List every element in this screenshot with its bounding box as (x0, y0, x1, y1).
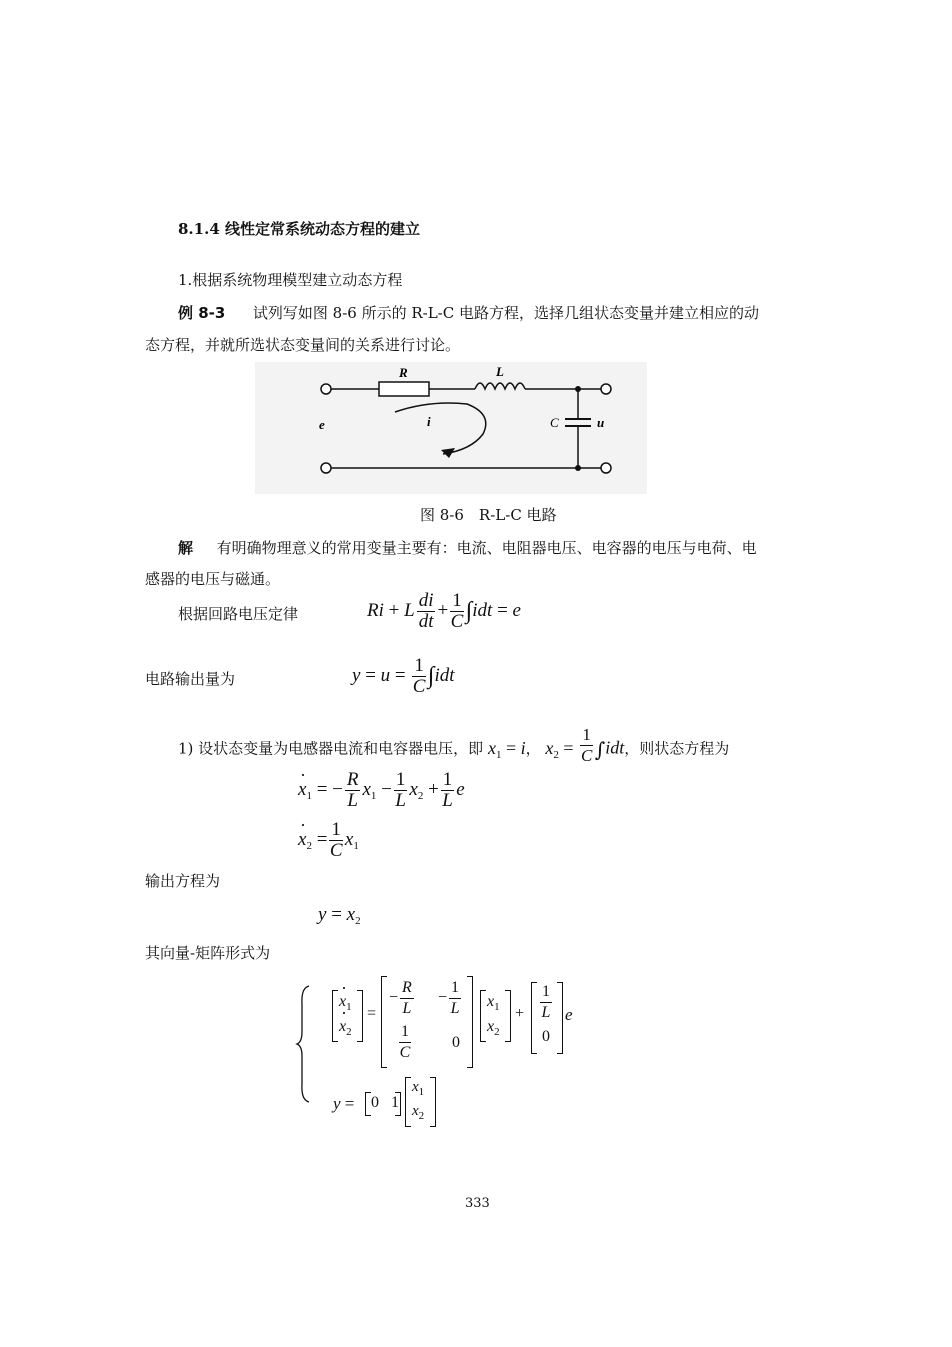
rlc-circuit-figure (255, 362, 647, 494)
solution-label: 解 (178, 539, 194, 557)
case1-suffix: ，则状态方程为 (624, 739, 730, 758)
solution-line-2: 感器的电压与磁通。 (145, 570, 281, 588)
example-label: 例 8-3 (178, 304, 226, 322)
matrix-system: · $x_1$ · $x_2$ = − $\frac{R}{L}$ − $\frac{1}{L}$ $\frac{1}{C}$ 0 $x_1$ $x_2$ + $\frac{1}{L}$ 0 e y = 0 1 $x_1$ $x_2$ (295, 972, 585, 1132)
figure-caption: 图 8-6 R-L-C 电路 (420, 506, 557, 524)
case1-prefix: 1) 设状态变量为电感器电流和电容器电压，即 (178, 739, 484, 758)
page-number: 333 (465, 1196, 490, 1211)
subsection-heading: 1.根据系统物理模型建立动态方程 (178, 271, 403, 289)
section-title: 8.1.4 线性定常系统动态方程的建立 (178, 220, 420, 238)
output-eq-label: 输出方程为 (145, 872, 221, 890)
solution-line-1 (178, 537, 757, 559)
label-e: e (319, 417, 325, 432)
output-label: 电路输出量为 (145, 670, 236, 688)
example-text-1: 试列写如图 8-6 所示的 R-L-C 电路方程，选择几组状态变量并建立相应的动 (252, 304, 759, 322)
solution-text-1: 有明确物理意义的常用变量主要有：电流、电阻器电压、电容器的电压与电荷、电 (216, 539, 757, 557)
example-line-2: 态方程，并就所选状态变量间的关系进行讨论。 (145, 336, 461, 354)
state-equation-1: · $x_1$ = − $\frac{R}{L}$ $x_1$ − $\frac{1}{L}$ $x_2$ + $\frac{1}{L}$ e (298, 770, 465, 811)
label-u: u (597, 415, 605, 430)
resistor-symbol (379, 382, 429, 396)
output-eq: $y = x_2$ (318, 904, 361, 927)
matrix-label: 其向量-矩阵形式为 (145, 944, 271, 962)
state-equation-2: · $x_2$ = $\frac{1}{C}$ $x_1$ (298, 820, 359, 861)
left-brace-icon (295, 984, 313, 1104)
example-line-1 (178, 302, 759, 324)
label-r: R (399, 365, 408, 380)
output-equation: y = u = $\frac{1}{C}$ ∫idt (352, 655, 455, 697)
kvl-label: 根据回路电压定律 (178, 605, 299, 623)
label-i: i (427, 414, 431, 429)
kvl-equation: Ri + L $\frac{di}{dt}$ + $\frac{1}{C}$ ∫idt = e (367, 590, 521, 632)
label-l: L (496, 364, 504, 379)
case1-line: 1) 设状态变量为电感器电流和电容器电压，即 $x_1 = i$， $x_2$ = $\frac{1}{C}$ ∫idt，则状态方程为 (178, 725, 730, 765)
label-c: C (550, 415, 559, 430)
